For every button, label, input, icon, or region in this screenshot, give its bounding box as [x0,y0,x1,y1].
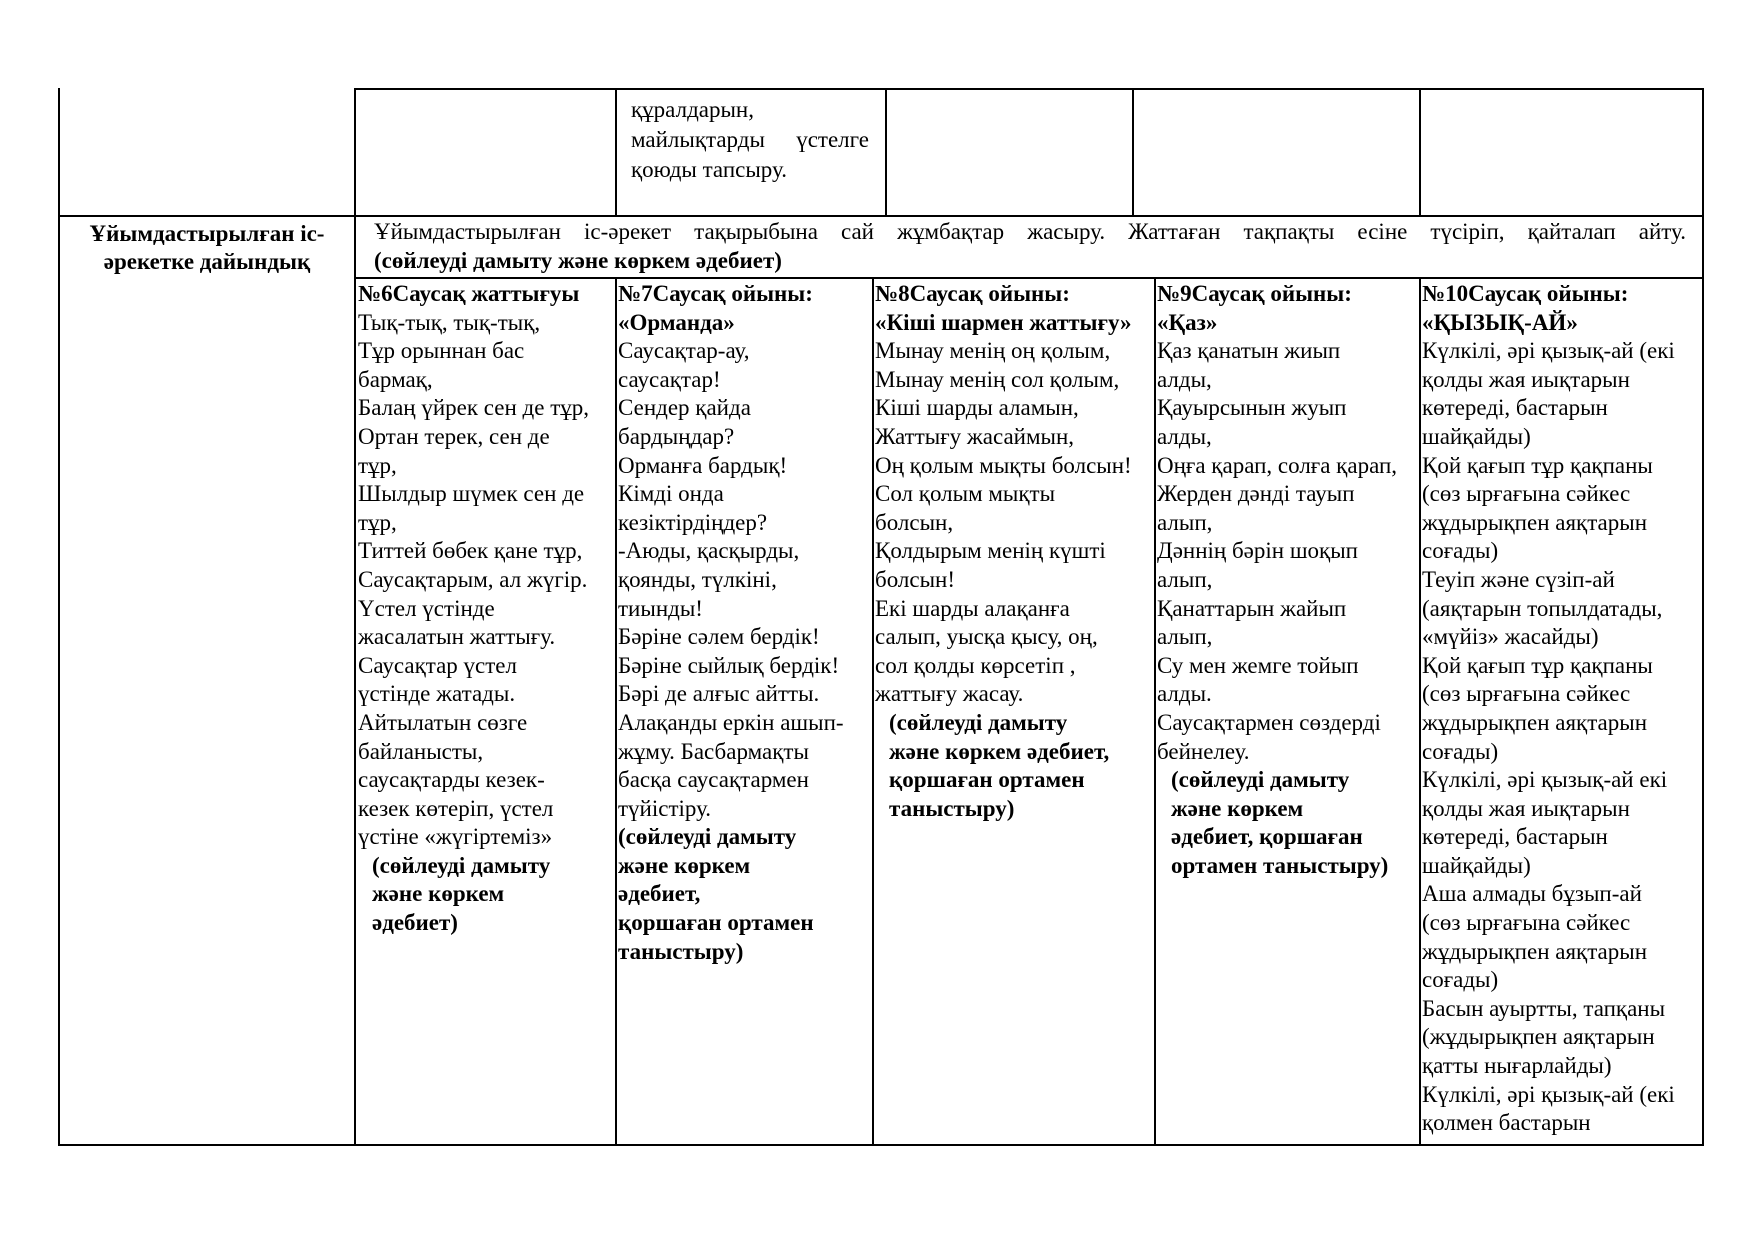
exercise-line: Кіші шарды аламын, [875,395,1079,421]
exercise-title: №10Саусақ ойыны: [1422,281,1629,306]
exercise-line: шайқайды) [1422,423,1531,449]
exercise-line: Бәріне сыйлық бердік! [618,652,840,678]
column-divider-4 [1154,277,1156,1145]
exercise-note-line: ортамен таныстыру) [1171,852,1389,878]
exercise-line: Теуіп және сүзіп-ай [1422,566,1615,592]
exercise-title: №6Саусақ жаттығуы [358,281,580,306]
exercise-line: Балаң үйрек сен де тұр, [358,395,590,421]
exercise-line: бейнелеу. [1157,738,1250,764]
table-bottom-border [58,1144,1704,1146]
summary-text: Ұйымдастырылған іс-әрекет тақырыбына сай жұмбақтар жасыру. Жаттаған тақпақты есіне түсіріп, қайталап айту. [374,219,1686,244]
exercise-title: «Қаз» [1157,309,1218,335]
exercise-line: Басын ауыртты, тапқаны [1422,995,1666,1021]
exercise-line: Кімді онда [618,481,724,507]
exercise-line: тұр, [358,509,397,535]
exercise-line: бармақ, [358,366,433,392]
exercise-note-line: әдебиет) [372,910,458,936]
text-line: майлықтарды үстелге [631,127,869,152]
preparation-summary [374,218,1686,275]
exercise-line: Су мен жемге тойып [1157,652,1359,678]
exercise-line: саусақтар! [618,366,721,392]
exercise-line: (сөз ырғағына сәйкес [1422,481,1631,507]
exercise-line: Айтылатын сөзге [358,709,528,735]
exercise-column-6 [358,280,613,938]
exercise-line: қолмен бастарын [1422,1110,1591,1136]
exercise-line: болсын, [875,509,954,535]
exercise-line: Тұр орыннан бас [358,338,525,364]
exercise-note-line: таныстыру) [889,795,1015,821]
exercise-line: қоянды, түлкіні, [618,566,777,592]
exercise-line: Саусақтармен сөздерді [1157,709,1381,735]
top-row-col3-text [631,95,871,185]
column-divider-3-top [885,88,887,216]
summary-divider [354,277,1704,279]
exercise-note-line: әдебиет, қоршаған [1171,824,1363,850]
exercise-line: Оңға қарап, солға қарап, [1157,452,1398,478]
exercise-line: Дәннің бәрін шоқып [1157,538,1358,564]
exercise-line: жұму. Басбармақты [618,738,809,764]
column-divider-2 [615,277,617,1145]
exercise-line: соғады) [1422,538,1499,564]
exercise-column-8 [875,280,1153,823]
exercise-line: Қауырсынын жуып [1157,395,1347,421]
exercise-line: болсын! [875,566,956,592]
exercise-note [1157,766,1417,880]
exercise-note-line: (сөйлеуді дамыту [1171,767,1350,793]
exercise-line: Титтей бөбек қане тұр, [358,538,583,564]
column-divider-5-top [1419,88,1421,216]
exercise-line: (сөз ырғағына сәйкес [1422,681,1631,707]
exercise-line: Жаттығу жасаймын, [875,423,1075,449]
exercise-line: алды, [1157,366,1212,392]
row-label-line: Ұйымдастырылған іс- [89,221,325,246]
exercise-title: №8Саусақ ойыны: [875,281,1070,306]
exercise-line: (сөз ырғағына сәйкес [1422,910,1631,936]
exercise-body [618,337,870,823]
row-divider [58,215,1704,217]
exercise-line: қолды жая иықтарын [1422,366,1630,392]
exercise-line: алып, [1157,624,1213,650]
exercise-line: тұр, [358,452,397,478]
exercise-line: Саусақтарым, ал жүгір. [358,566,588,592]
exercise-line: Мынау менің сол қолым, [875,366,1120,392]
exercise-line: жұдырықпен аяқтарын [1422,938,1648,964]
exercise-line: бардыңдар? [618,423,735,449]
exercise-note-line: (сөйлеуді дамыту [889,709,1068,735]
exercise-line: үстіне «жүгіртеміз» [358,824,553,850]
exercise-line: Күлкілі, әрі қызық-ай (екі [1422,1081,1675,1107]
row-label-preparation [62,220,352,276]
exercise-column-9 [1157,280,1417,880]
exercise-line: көтереді, бастарын [1422,395,1608,421]
exercise-line: түйістіру. [618,795,712,821]
exercise-line: жаттығу жасау. [875,681,1024,707]
exercise-line: саусақтарды кезек- [358,767,545,793]
exercise-line: алды, [1157,423,1212,449]
exercise-line: Күлкілі, әрі қызық-ай екі [1422,767,1668,793]
exercise-line: жасалатын жаттығу. [358,624,556,650]
exercise-line: Бәрі де алғыс айтты. [618,681,820,707]
exercise-body [1422,337,1700,1138]
exercise-line: алып, [1157,509,1213,535]
exercise-note [618,823,870,966]
exercise-line: кезіктірдіңдер? [618,509,768,535]
exercise-note-line: әдебиет, [618,881,701,907]
exercise-line: қолды жая иықтарын [1422,795,1630,821]
exercise-line: Үстел үстінде [358,595,495,621]
exercise-line: Бәріне сәлем бердік! [618,624,820,650]
exercise-column-10 [1422,280,1700,1142]
exercise-line: қатты нығарлайды) [1422,1053,1612,1079]
exercise-line: Алақанды еркін ашып- [618,709,844,735]
exercise-body [875,337,1153,709]
exercise-title: №7Саусақ ойыны: [618,281,813,306]
exercise-note-line: және көркем [1171,795,1304,821]
table-left-border [58,88,60,1146]
column-divider-1 [354,88,356,1146]
text-line: қоюды тапсыру. [631,157,787,182]
table-right-border [1702,88,1704,1146]
exercise-line: алды. [1157,681,1212,707]
column-divider-4-top [1132,88,1134,216]
exercise-line: Оң қолым мықты болсын! [875,452,1132,478]
exercise-note-line: таныстыру) [618,938,744,964]
text-line: құралдарын, [631,97,754,122]
exercise-line: жұдырықпен аяқтарын [1422,509,1648,535]
exercise-line: Тық-тық, тық-тық, [358,309,541,335]
exercise-line: Қаз қанатын жиып [1157,338,1341,364]
exercise-title: «Орманда» [618,309,735,335]
exercise-body [1157,337,1417,766]
exercise-line: «мүйіз» жасайды) [1422,624,1599,650]
exercise-line: Саусақтар үстел [358,652,517,678]
exercise-note-line: және көркем әдебиет, [889,738,1110,764]
exercise-line: Қой қағып тұр қақпаны [1422,452,1653,478]
exercise-note [875,709,1153,823]
exercise-line: шайқайды) [1422,852,1531,878]
exercise-note-line: (сөйлеуді дамыту [618,824,797,850]
exercise-line: байланысты, [358,738,484,764]
exercise-body [358,309,613,852]
exercise-line: Мынау менің оң қолым, [875,338,1111,364]
exercise-line: Сол қолым мықты [875,481,1056,507]
exercise-line: Күлкілі, әрі қызық-ай (екі [1422,338,1675,364]
exercise-line: алып, [1157,566,1213,592]
exercise-line: Қанаттарын жайып [1157,595,1347,621]
exercise-line: Қой қағып тұр қақпаны [1422,652,1653,678]
exercise-line: Аша алмады бұзып-ай [1422,881,1642,907]
exercise-line: Шылдыр шүмек сен де [358,481,585,507]
table-top-border [354,88,1704,90]
exercise-line: кезек көтеріп, үстел [358,795,554,821]
exercise-line: Ортан терек, сен де [358,423,550,449]
exercise-line: Орманға бардық! [618,452,788,478]
exercise-title: №9Саусақ ойыны: [1157,281,1352,306]
exercise-line: басқа саусақтармен [618,767,809,793]
exercise-line: сол қолды көрсетіп , [875,652,1076,678]
exercise-note-line: және көркем [618,852,751,878]
column-divider-5 [1419,277,1421,1145]
column-divider-2-top [615,88,617,216]
exercise-column-7 [618,280,870,966]
summary-note: (сөйлеуді дамыту және көркем әдебиет) [374,247,782,273]
exercise-line: тиынды! [618,595,703,621]
exercise-line: -Аюды, қасқырды, [618,538,800,564]
row-label-line: әрекетке дайындық [103,249,311,274]
exercise-line: Саусақтар-ау, [618,338,750,364]
exercise-line: (аяқтарын топылдатады, [1422,595,1663,621]
exercise-line: салып, уысқа қысу, оң, [875,624,1098,650]
exercise-line: үстінде жатады. [358,681,516,707]
exercise-note-line: (сөйлеуді дамыту [372,852,551,878]
exercise-line: жұдырықпен аяқтарын [1422,709,1648,735]
exercise-line: Екі шарды алақанға [875,595,1070,621]
exercise-line: соғады) [1422,738,1499,764]
exercise-line: Қолдырым менің күшті [875,538,1106,564]
column-divider-3 [872,277,874,1145]
exercise-note-line: және көркем [372,881,505,907]
exercise-title: «Кіші шармен жаттығу» [875,309,1132,335]
exercise-note [358,852,613,938]
exercise-line: Жерден дәнді тауып [1157,481,1355,507]
exercise-line: көтереді, бастарын [1422,824,1608,850]
exercise-line: Сендер қайда [618,395,751,421]
exercise-title: «ҚЫЗЫҚ-АЙ» [1422,309,1578,335]
exercise-note-line: қоршаған ортамен [618,910,814,936]
exercise-line: соғады) [1422,967,1499,993]
exercise-line: (жұдырықпен аяқтарын [1422,1024,1655,1050]
exercise-note-line: қоршаған ортамен [889,767,1085,793]
